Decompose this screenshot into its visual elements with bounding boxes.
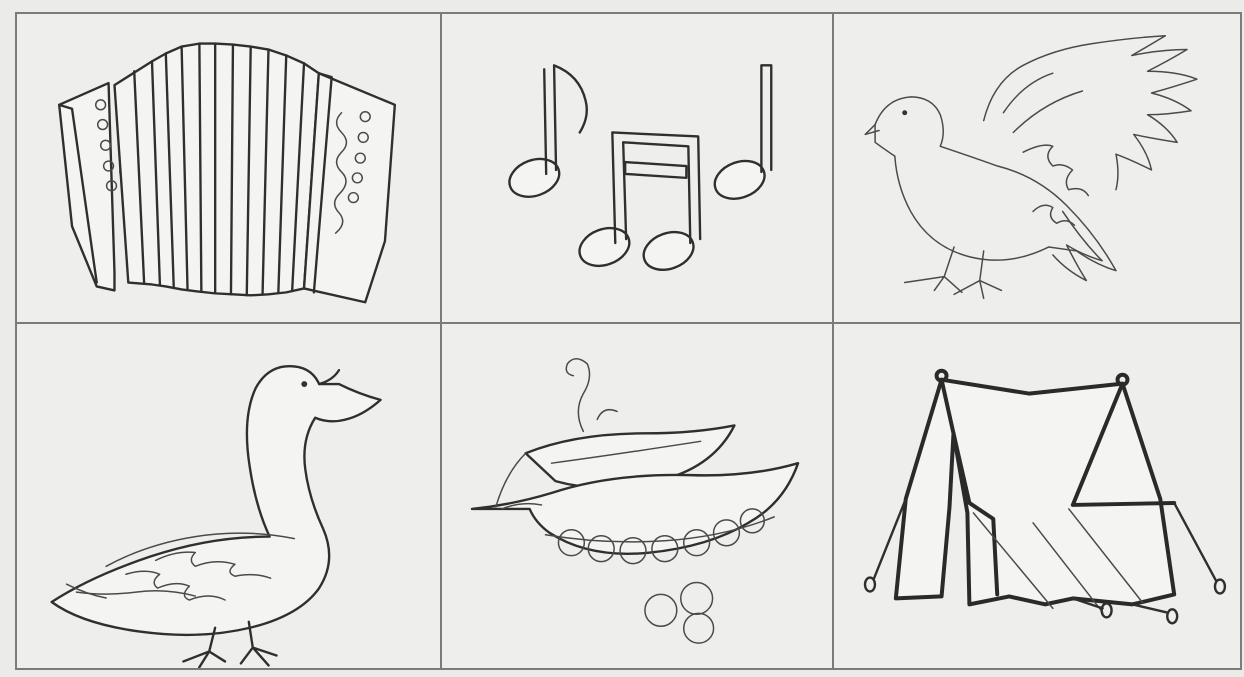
dove-icon bbox=[834, 14, 1240, 322]
tent-icon bbox=[834, 324, 1240, 668]
cell-tent bbox=[834, 324, 1242, 670]
cell-dove bbox=[834, 12, 1242, 324]
picture-grid bbox=[15, 12, 1242, 670]
cell-pea-pods bbox=[442, 324, 834, 670]
music-notes-icon bbox=[442, 14, 832, 322]
cell-accordion bbox=[15, 12, 442, 324]
accordion-icon bbox=[17, 14, 440, 322]
cell-goose bbox=[15, 324, 442, 670]
goose-icon bbox=[17, 324, 440, 668]
cell-music-notes bbox=[442, 12, 834, 324]
pea-pods-icon bbox=[442, 324, 832, 668]
